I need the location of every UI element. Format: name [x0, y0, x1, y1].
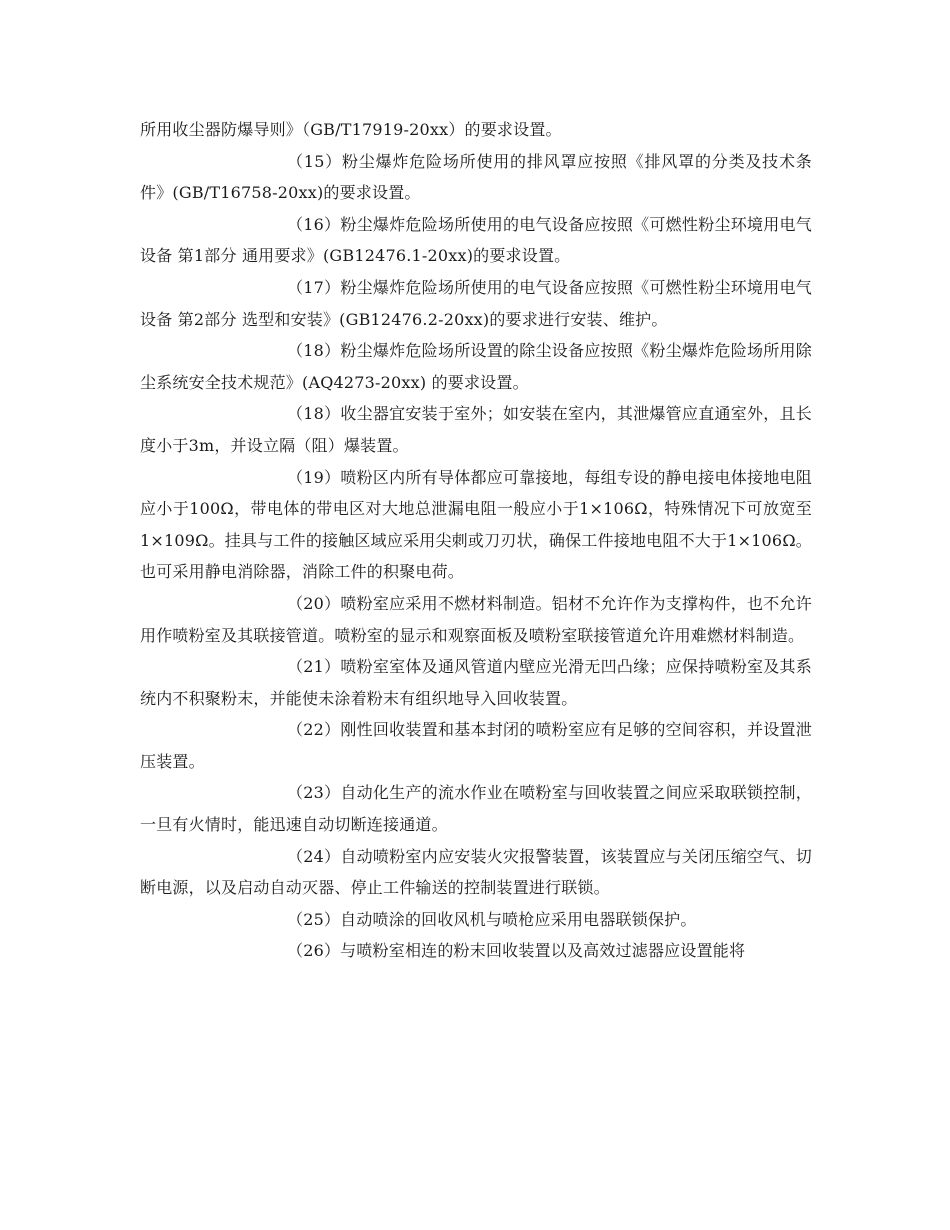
paragraph-item-20: （20）喷粉室应采用不燃材料制造。铝材不允许作为支撑构件，也不允许用作喷粉室及其联接管道。喷粉室的显示和观察面板及喷粉室联接管道允许用难燃材料制造。	[140, 593, 812, 645]
paragraph-item-17: （17）粉尘爆炸危险场所使用的电气设备应按照《可燃性粉尘环境用电气设备 第2部分 选型和安装》(GB12476.2-20xx)的要求进行安装、维护。	[140, 277, 812, 329]
paragraph-item-22: （22）刚性回收装置和基本封闭的喷粉室应有足够的空间容积，并设置泄压装置。	[140, 720, 812, 771]
paragraph-item-18b: （18）收尘器宜安装于室外；如安装在室内，其泄爆管应直通室外，且长度小于3m，并设立隔（阻）爆装置。	[140, 404, 812, 455]
paragraph-item-19: （19）喷粉区内所有导体都应可靠接地，每组专设的静电接电体接地电阻应小于100Ω，带电体的带电区对大地总泄漏电阻一般应小于1×106Ω，特殊情况下可放宽至1×109Ω。挂具与工件的接触区域应采用尖刺或刀刃状，确保工件接地电阻不大于1×106Ω。也可采用静电消除器，消除工件的积聚电荷。	[140, 467, 812, 582]
paragraph-item-18a: （18）粉尘爆炸危险场所设置的除尘设备应按照《粉尘爆炸危险场所用除尘系统安全技术规范》(AQ4273-20xx) 的要求设置。	[140, 341, 812, 392]
paragraph-item-21: （21）喷粉室室体及通风管道内壁应光滑无凹凸缘；应保持喷粉室及其系统内不积聚粉末，并能使未涂着粉末有组织地导入回收装置。	[140, 657, 812, 708]
document-body	[140, 114, 812, 967]
paragraph-item-26: （26）与喷粉室相连的粉末回收装置以及高效过滤器应设置能将	[287, 941, 746, 961]
paragraph-item-25: （25）自动喷涂的回收风机与喷枪应采用电器联锁保护。	[287, 909, 697, 929]
paragraph-item-24: （24）自动喷粉室内应安装火灾报警装置，该装置应与关闭压缩空气、切断电源，以及启动自动灭器、停止工件输送的控制装置进行联锁。	[140, 846, 812, 898]
paragraph-item-23: （23）自动化生产的流水作业在喷粉室与回收装置之间应采取联锁控制，一旦有火情时，能迅速自动切断连接通道。	[140, 783, 812, 835]
paragraph-continuation: 所用收尘器防爆导则》（GB/T17919-20xx）的要求设置。	[140, 120, 562, 139]
paragraph-item-16: （16）粉尘爆炸危险场所使用的电气设备应按照《可燃性粉尘环境用电气设备 第1部分 通用要求》(GB12476.1-20xx)的要求设置。	[140, 214, 812, 266]
paragraph-item-15: （15）粉尘爆炸危险场所使用的排风罩应按照《排风罩的分类及技术条件》(GB/T16758-20xx)的要求设置。	[140, 151, 812, 203]
